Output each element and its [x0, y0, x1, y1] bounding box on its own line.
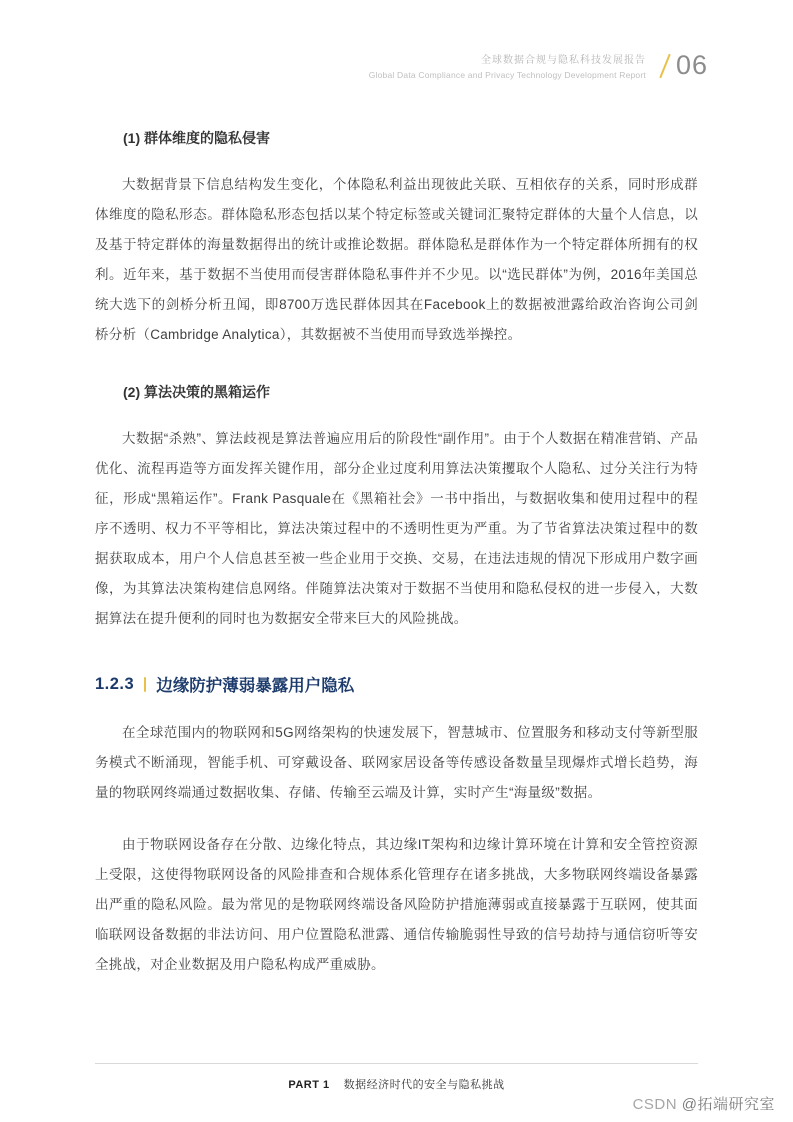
subsection-heading-2: (2) 算法决策的黑箱运作 — [123, 384, 270, 400]
watermark-brand: CSDN — [632, 1096, 682, 1113]
watermark-account: @拓端研究室 — [681, 1096, 775, 1113]
page-footer — [95, 1063, 698, 1092]
footer-part-label: PART 1 — [288, 1079, 330, 1091]
subsection-heading-1: (1) 群体维度的隐私侵害 — [123, 130, 270, 146]
csdn-watermark — [633, 1093, 775, 1114]
paragraph: 由于物联网设备存在分散、边缘化特点，其边缘IT架构和边缘计算环境在计算和安全管控资源上受限，这使得物联网设备的风险排查和合规体系化管理存在诸多挑战，大多物联网终端设备暴露出严重的隐私风险。最为常见的是物联网终端设备风险防护措施薄弱或直接暴露于互联网，使其面临联网设备数据的非法访问、用户位置隐私泄露、通信传输脆弱性导致的信号劫持与通信窃听等安全挑战，对企业数据及用户隐私构成严重威胁。 — [95, 837, 698, 972]
section-number: 1.2.3 — [95, 674, 135, 693]
report-title-block — [369, 51, 646, 80]
report-title-en: Global Data Compliance and Privacy Technology Development Report — [368, 70, 646, 80]
slash-decoration-icon — [659, 53, 671, 78]
paragraph: 大数据背景下信息结构发生变化，个体隐私利益出现彼此关联、互相依存的关系，同时形成群体维度的隐私形态。群体隐私形态包括以某个特定标签或关键词汇聚特定群体的大量个人信息，以及基于特定群体的海量数据得出的统计或推论数据。群体隐私是群体作为一个特定群体所拥有的权利。近年来，基于数据不当使用而侵害群体隐私事件并不少见。以“选民群体”为例，2016年美国总统大选下的剑桥分析丑闻，即8700万选民群体因其在Facebook上的数据被泄露给政治咨询公司剑桥分析（Cambridge Analytica），其数据被不当使用而导致选举操控。 — [95, 177, 698, 342]
section-separator-bar — [144, 677, 146, 692]
footer-part-title: 数据经济时代的安全与隐私挑战 — [343, 1079, 505, 1091]
page-number: 06 — [675, 50, 708, 80]
document-body — [95, 128, 698, 980]
section-heading-123 — [95, 672, 698, 696]
footer-divider — [95, 1063, 698, 1064]
paragraph: 大数据“杀熟”、算法歧视是算法普遍应用后的阶段性“副作用”。由于个人数据在精准营销、产品优化、流程再造等方面发挥关键作用，部分企业过度利用算法决策攫取个人隐私、过分关注行为特征，形成“黑箱运作”。Frank Pasquale在《黑箱社会》一书中指出，与数据收集和使用过程中的程序不透明、权力不平等相比，算法决策过程中的不透明性更为严重。为了节省算法决策过程中的数据获取成本，用户个人信息甚至被一些企业用于交换、交易，在违法违规的情况下形成用户数字画像，为其算法决策构建信息网络。伴随算法决策对于数据不当使用和隐私侵权的进一步侵入，大数据算法在提升便利的同时也为数据安全带来巨大的风险挑战。 — [95, 431, 698, 626]
report-title-cn: 全球数据合规与隐私科技发展报告 — [480, 55, 646, 66]
footer-text — [95, 1076, 698, 1092]
page-header — [369, 50, 708, 81]
paragraph: 在全球范围内的物联网和5G网络架构的快速发展下，智慧城市、位置服务和移动支付等新型服务模式不断涌现，智能手机、可穿戴设备、联网家居设备等传感设备数量呈现爆炸式增长趋势，海量的物联网终端通过数据收集、存储、传输至云端及计算，实时产生“海量级”数据。 — [95, 725, 698, 800]
section-title: 边缘防护薄弱暴露用户隐私 — [156, 677, 355, 695]
